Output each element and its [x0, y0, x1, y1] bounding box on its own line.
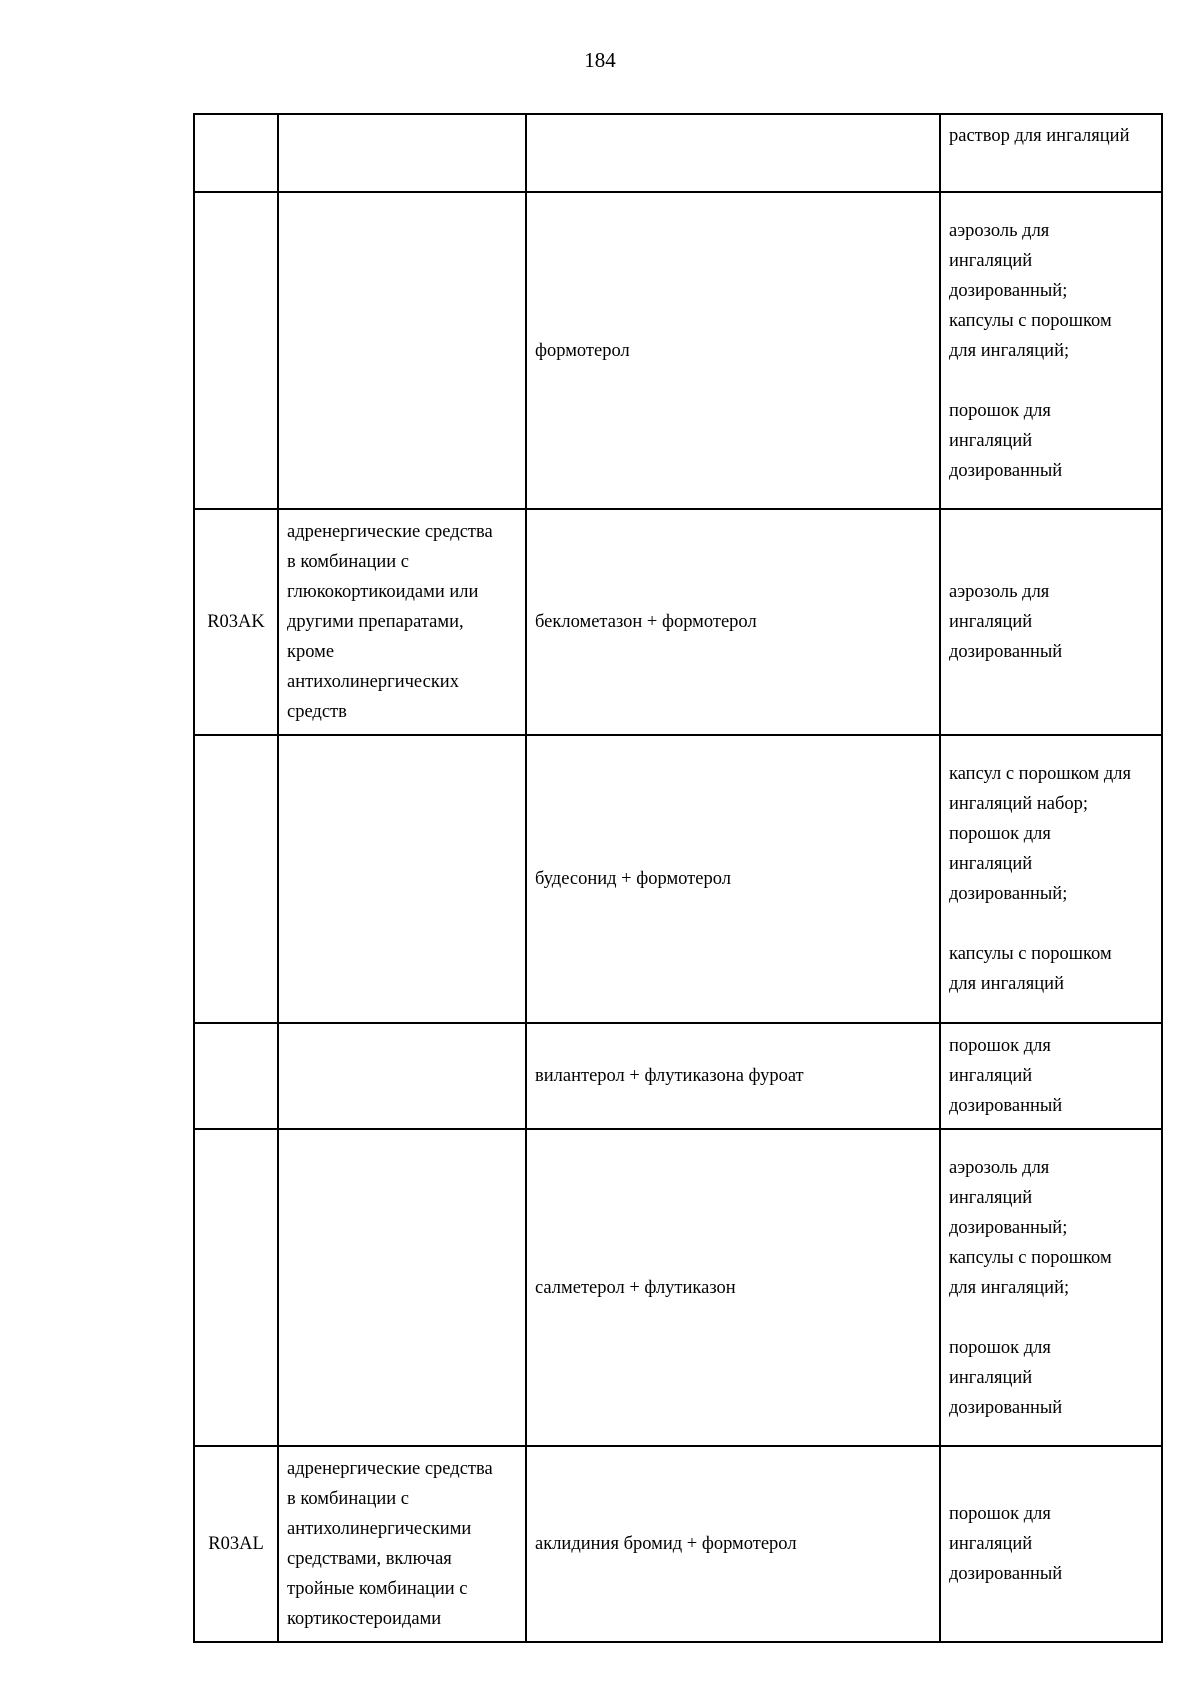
atc-code-cell — [194, 1129, 278, 1446]
group-name-line: в комбинации с — [287, 1489, 409, 1509]
dosage-form-line: дозированный — [949, 1096, 1063, 1116]
dosage-form-line: порошок для — [949, 1504, 1051, 1524]
drug-name-cell: беклометазон + формотерол — [526, 509, 940, 735]
dosage-form-line: порошок для — [949, 1337, 1051, 1358]
group-name-line: средств — [287, 702, 347, 722]
group-name-line: тройные комбинации с — [287, 1579, 468, 1599]
dosage-form-line: порошок для — [949, 1036, 1051, 1056]
dosage-form-line: для ингаляций; — [949, 1277, 1070, 1298]
atc-code-cell: R03AK — [194, 509, 278, 735]
group-name-line: кортикостероидами — [287, 1609, 442, 1629]
group-name-line: кроме — [287, 642, 335, 662]
group-name-line: средствами, включая — [287, 1549, 452, 1569]
group-name-cell — [278, 509, 526, 735]
table-row — [194, 509, 1162, 735]
table-body — [194, 114, 1162, 1642]
drug-name-cell: формотерол — [526, 192, 940, 509]
dosage-form-line: ингаляций набор; — [949, 794, 1088, 814]
group-name-cell — [278, 192, 526, 509]
dosage-form-line: ингаляций — [949, 430, 1033, 451]
drug-name-cell: будесонид + формотерол — [526, 735, 940, 1023]
dosage-form-line: аэрозоль для — [949, 220, 1050, 241]
atc-code-cell — [194, 735, 278, 1023]
table-row — [194, 114, 1162, 192]
dosage-form-line: ингаляций — [949, 1534, 1033, 1554]
group-name-line: в комбинации с — [287, 552, 409, 572]
dosage-form-line: капсулы с порошком — [949, 1247, 1112, 1268]
table-row — [194, 192, 1162, 509]
drug-name-cell — [526, 114, 940, 192]
group-name-line: антихолинергическими — [287, 1519, 472, 1539]
dosage-form-line: дозированный — [949, 642, 1063, 662]
dosage-form-line: аэрозоль для — [949, 1157, 1050, 1178]
dosage-form-line: дозированный — [949, 1397, 1063, 1418]
atc-code-cell: R03AL — [194, 1446, 278, 1642]
dosage-form-cell — [940, 1446, 1162, 1642]
table-row — [194, 1023, 1162, 1129]
dosage-form-line: раствор для ингаляций — [949, 126, 1130, 146]
dosage-form-line: ингаляций — [949, 1066, 1033, 1086]
dosage-form-cell — [940, 114, 1162, 192]
dosage-form-cell — [940, 1023, 1162, 1129]
group-name-cell — [278, 1446, 526, 1642]
table-row — [194, 1129, 1162, 1446]
group-name-cell — [278, 1129, 526, 1446]
dosage-form-cell — [940, 509, 1162, 735]
group-name-line: адренергические средства — [287, 522, 493, 542]
paragraph-gap — [949, 909, 1153, 939]
group-name-line: глюкокортикоидами или — [287, 582, 479, 602]
group-name-cell — [278, 114, 526, 192]
dosage-form-line: порошок для — [949, 400, 1051, 421]
dosage-form-line: ингаляций — [949, 612, 1033, 632]
dosage-form-line: дозированный — [949, 1564, 1063, 1584]
atc-code-cell — [194, 1023, 278, 1129]
page-number: 184 — [584, 48, 616, 72]
dosage-form-line: для ингаляций; — [949, 340, 1070, 361]
dosage-form-line: дозированный — [949, 460, 1063, 481]
dosage-form-line: капсулы с порошком — [949, 944, 1112, 964]
dosage-form-line: ингаляций — [949, 1367, 1033, 1388]
dosage-form-line: капсулы с порошком — [949, 310, 1112, 331]
dosage-form-cell — [940, 1129, 1162, 1446]
dosage-form-line: капсул с порошком для — [949, 764, 1132, 784]
dosage-form-line: дозированный; — [949, 280, 1068, 301]
dosage-form-line: для ингаляций — [949, 974, 1064, 994]
dosage-form-line: дозированный; — [949, 1217, 1068, 1238]
atc-code-cell — [194, 192, 278, 509]
paragraph-gap — [949, 1303, 1153, 1333]
dosage-form-cell — [940, 735, 1162, 1023]
group-name-cell — [278, 735, 526, 1023]
drug-name-cell: вилантерол + флутиказона фуроат — [526, 1023, 940, 1129]
group-name-line: другими препаратами, — [287, 612, 464, 632]
dosage-form-line: ингаляций — [949, 1187, 1033, 1208]
dosage-form-line: аэрозоль для — [949, 582, 1050, 602]
group-name-line: антихолинергических — [287, 672, 459, 692]
dosage-form-cell — [940, 192, 1162, 509]
group-name-cell — [278, 1023, 526, 1129]
paragraph-gap — [949, 366, 1153, 396]
dosage-form-line: дозированный; — [949, 884, 1068, 904]
table-row — [194, 1446, 1162, 1642]
dosage-form-line: ингаляций — [949, 854, 1033, 874]
dosage-form-line: ингаляций — [949, 250, 1033, 271]
drug-name-cell: аклидиния бромид + формотерол — [526, 1446, 940, 1642]
drug-name-cell: салметерол + флутиказон — [526, 1129, 940, 1446]
group-name-line: адренергические средства — [287, 1459, 493, 1479]
atc-code-cell — [194, 114, 278, 192]
dosage-form-line: порошок для — [949, 824, 1051, 844]
drug-table — [193, 113, 1163, 1643]
table-row — [194, 735, 1162, 1023]
